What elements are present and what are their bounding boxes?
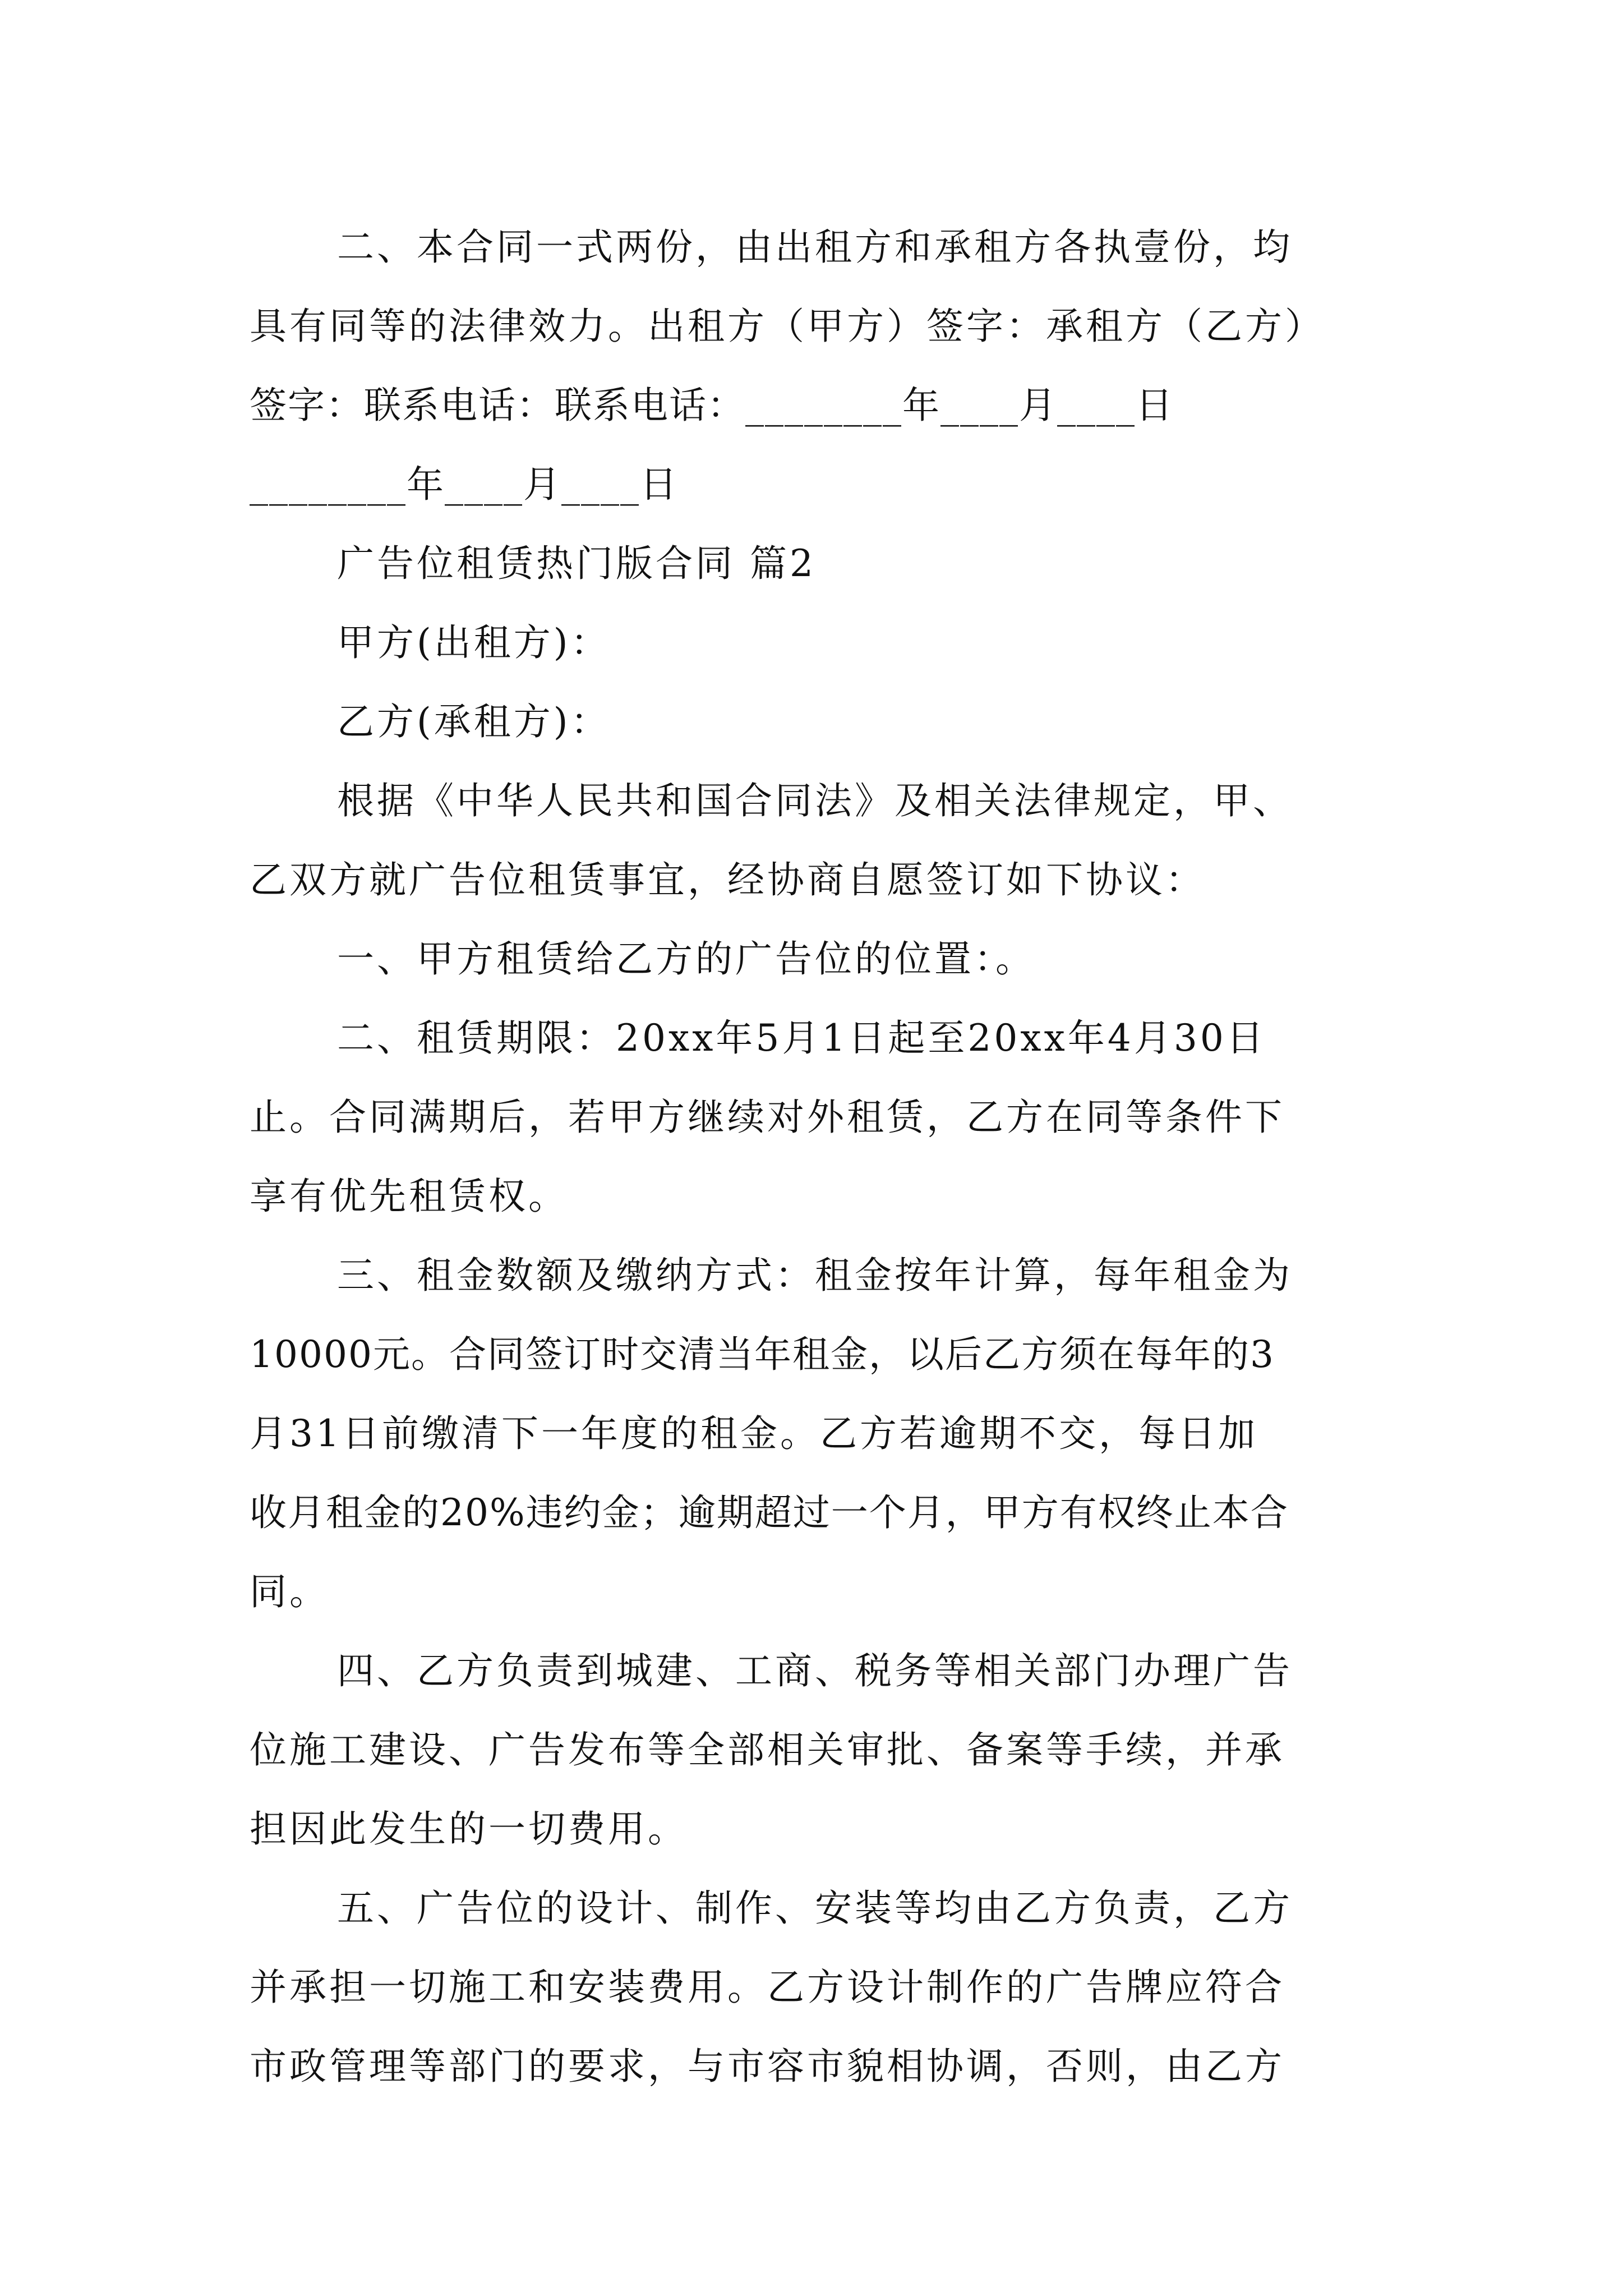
clause-4: 四、乙方负责到城建、工商、税务等相关部门办理广告 — [337, 1649, 1293, 1692]
paragraph-line: 乙双方就广告位租赁事宜，经协商自愿签订如下协议： — [250, 858, 1205, 901]
clause-3: 三、租金数额及缴纳方式：租金按年计算，每年租金为 — [337, 1254, 1293, 1297]
paragraph-line: 担因此发生的一切费用。 — [250, 1807, 688, 1851]
party-a-label: 甲方(出租方)： — [337, 621, 611, 664]
clause-5: 五、广告位的设计、制作、安装等均由乙方负责，乙方 — [337, 1887, 1293, 1930]
paragraph-line: 10000元。合同签订时交清当年租金，以后乙方须在每年的3 — [250, 1333, 1275, 1376]
paragraph-line: 并承担一切施工和安装费用。乙方设计制作的广告牌应符合 — [250, 1966, 1285, 2009]
paragraph-line: 止。合同满期后，若甲方继续对外租赁，乙方在同等条件下 — [250, 1096, 1285, 1139]
party-b-label: 乙方(承租方)： — [337, 700, 611, 743]
paragraph-line: 市政管理等部门的要求，与市容市貌相协调，否则，由乙方 — [250, 2045, 1285, 2088]
paragraph-line: 同。 — [250, 1570, 329, 1613]
paragraph-line: 收月租金的20%违约金；逾期超过一个月，甲方有权终止本合 — [250, 1491, 1289, 1534]
clause-2: 二、租赁期限：20xx年5月1日起至20xx年4月30日 — [337, 1016, 1266, 1060]
paragraph-line: 享有优先租赁权。 — [250, 1175, 568, 1218]
clause-1: 一、甲方租赁给乙方的广告位的位置：。 — [337, 937, 1035, 981]
paragraph-line: 月31日前缴清下一年度的租金。乙方若逾期不交，每日加 — [250, 1412, 1258, 1455]
paragraph-line: ________年____月____日 — [250, 463, 678, 506]
paragraph-line: 具有同等的法律效力。出租方（甲方）签字：承租方（乙方） — [250, 305, 1325, 348]
paragraph-line: 签字：联系电话：联系电话：________年____月____日 — [250, 384, 1174, 427]
paragraph-line: 二、本合同一式两份，由出租方和承租方各执壹份，均 — [337, 226, 1293, 269]
document-body — [250, 208, 1394, 2106]
paragraph-line: 根据《中华人民共和国合同法》及相关法律规定，甲、 — [337, 779, 1293, 822]
paragraph-line: 位施工建设、广告发布等全部相关审批、备案等手续，并承 — [250, 1728, 1285, 1772]
section-heading: 广告位租赁热门版合同 篇2 — [337, 542, 816, 585]
